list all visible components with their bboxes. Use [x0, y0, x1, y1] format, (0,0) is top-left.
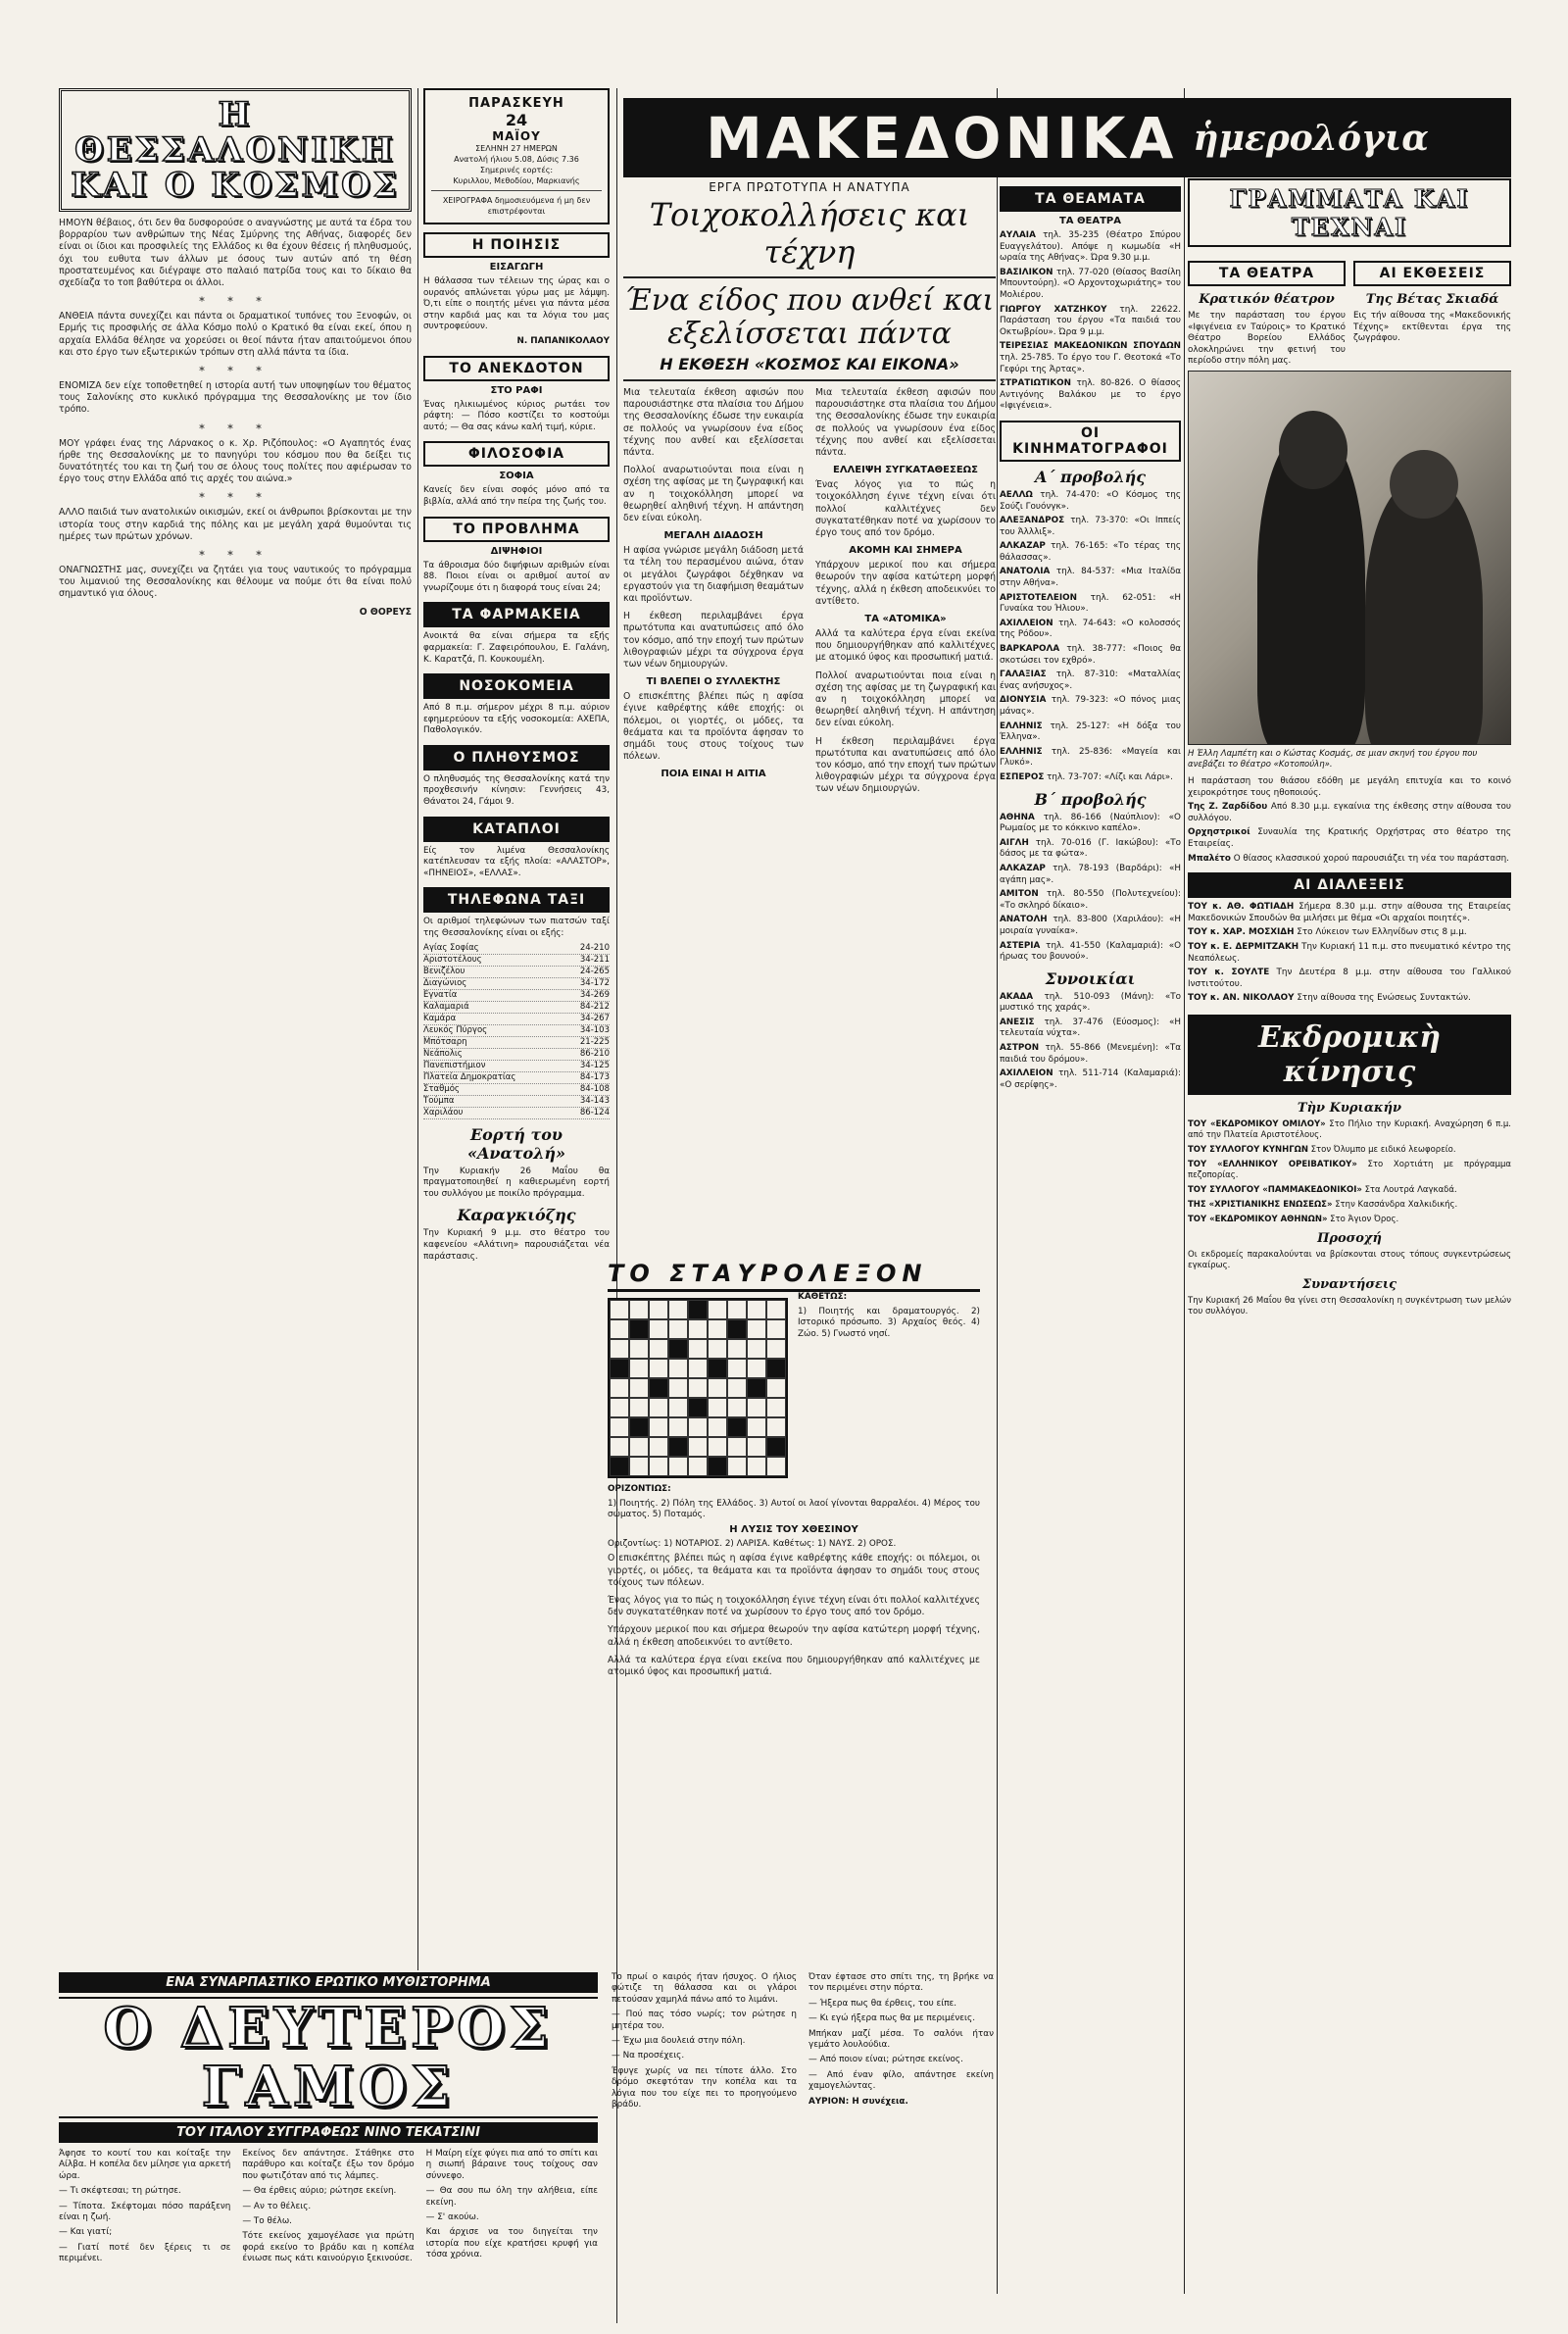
crossword-cell [610, 1398, 629, 1417]
arts-theatre-heading: ΤΑ ΘΕΑΤΡΑ [1188, 261, 1346, 286]
serial-paragraph: — Ήξερα πως θα έρθεις, του είπε. [808, 1998, 957, 2009]
philosophy-subheading: ΣΟΦΙΑ [499, 471, 534, 482]
problem-subheading: ΔΙΨΗΦΙΟΙ [490, 545, 543, 557]
taxi-row: Αγίας Σοφίας 24-210 [423, 942, 610, 953]
separator: * * * [199, 365, 271, 378]
crossword-cell [708, 1437, 727, 1457]
photo-caption: Η Έλλη Λαμπέτη και ο Κώστας Κοσμάς, σε μιαν σκηνή του έργου που ανεβάζει το θέατρο «Κοτοπούλη». [1188, 748, 1478, 770]
ships-heading: ΚΑΤΑΠΛΟΙ [423, 817, 610, 842]
cinema-listing: ΑΣΤΡΟΝ τηλ. 55-866 (Μενεμένη): «Τα παιδιά του δρόμου». [1000, 1043, 1181, 1065]
crossword-cell [610, 1417, 629, 1437]
date-line: Σημερινές εορτές: [479, 166, 554, 174]
pharmacy-heading: ΤΑ ΦΑΡΜΑΚΕΙΑ [423, 602, 610, 627]
date-box [423, 88, 610, 224]
serial-paragraph: — Τι σκέφτεσαι; τη ρώτησε. [59, 2186, 181, 2197]
crossword-grid [608, 1298, 788, 1478]
lecture-listing: ΤΟΥ κ. ΧΑΡ. ΜΟΣΧΙΔΗ Στο Λύκειον των Ελληνίδων στις 8 μ.μ. [1188, 927, 1467, 938]
column-rule [997, 88, 998, 2294]
poetry-text: Η θάλασσα των τέλειων της ώρας και ο ουρανός απλώνεται γύρω μας με λάμψη. Ό,τι είπε ο ποιητής μένει για πάντα μέσα στην καρδιά μας και τα λόγια του μας συντροφεύουν. [423, 276, 610, 332]
anecdote-text: Ένας ηλικιωμένος κύριος ρωτάει τον ράφτη: — Πόσο κοστίζει το κοστούμι αυτό; — Θα σας κάνω καλή τιμή, κύριε. [423, 399, 610, 432]
neighborhood-cinemas-heading: Συνοικίαι [1045, 968, 1136, 988]
excursion-listing: ΤΟΥ «ΕΚΔΡΟΜΙΚΟΥ ΟΜΙΛΟΥ» Στο Πήλιο την Κυριακή. Αναχώρηση 6 π.μ. από την Πλατεία Αριστοτέλους. [1188, 1118, 1511, 1140]
crossword-cell [668, 1437, 688, 1457]
masthead-subtitle: ἡμερολόγια [1193, 117, 1429, 159]
separator: * * * [199, 422, 271, 435]
crossword-cell [747, 1359, 766, 1378]
cinema-listing: ΓΑΛΑΞΙΑΣ τηλ. 87-310: «Ματαλλίας ένας ανήσυχος». [1000, 670, 1181, 691]
separator: * * * [199, 295, 271, 309]
crossword-title: ΤΟ ΣΤΑΥΡΟΛΕΞΟΝ [608, 1260, 980, 1292]
crossword-cell [766, 1417, 786, 1437]
theatre-listing: ΤΕΙΡΕΣΙΑΣ ΜΑΚΕΔΟΝΙΚΩΝ ΣΠΟΥΔΩΝ τηλ. 25-785. Το έργο του Γ. Θεοτοκά «Το Γεφύρι της Άρτας». [1000, 341, 1181, 374]
exhibitions-subheading: Της Βέτας Σκιαδά [1365, 292, 1499, 307]
crossword-cell [688, 1417, 708, 1437]
arts-theatre-text: Με την παράσταση του έργου «Ιφιγένεια εν Ταύροις» το Κρατικό Θέατρο Βορείου Ελλάδος ολοκληρώνει την φετινή του περίοδο στην πόλη μας. [1188, 311, 1346, 367]
feature-subhead: ΕΛΛΕΙΨΗ ΣΥΓΚΑΤΑΘΕΣΕΩΣ [832, 465, 979, 476]
article-paragraph: ΕΝΟΜΙΖΑ δεν είχε τοποθετηθεί η ιστορία αυτή των υποψηφίων του θέματος τους Σαλονίκης στο κυκλικό πρόγραμμα της Θεσσαλονίκης με τον ίδιο τρόπο. [59, 380, 412, 416]
article-paragraph: Υπάρχουν μερικοί που και σήμερα θεωρούν την αφίσα κατώτερη μορφή τέχνης, αλλά η έκθεση αποδεικνύει το αντίθετο. [608, 1624, 980, 1648]
crossword-cell [688, 1300, 708, 1319]
separator: * * * [199, 491, 271, 505]
crossword-cell [649, 1437, 668, 1457]
thessaloniki-title: Η ΘΕΣΣΑΛΟΝΙΚΗ ΚΑΙ Ο ΚΟΣΜΟΣ [71, 95, 400, 205]
column-thessaloniki [59, 88, 412, 1970]
article-paragraph: ΑΝΘΕΙΑ πάντα συνεχίζει και πάντα οι δραματικοί τυπόνες του Ξενοφών, οι Ερμής τις προσφιλής σε άλλα Κόσμο πολύ ο Κρατικό θα είναι εκεί, όπου η αρχαία Ελλάδα θέλησε να χορεύσει οι θεοί πάντα ήταν απαιτούμενοι όπου και στο έργο των εξωτερικών τρόπων στη αλλά πάντα τα ίδια. [59, 311, 412, 358]
feature-kicker: ΕΡΓΑ ΠΡΩΤΟΤΥΠΑ Η ΑΝΑΤΥΠΑ [709, 180, 910, 194]
crossword-cell [747, 1319, 766, 1339]
crossword-cell [688, 1319, 708, 1339]
crossword-cell [727, 1339, 747, 1359]
cinema-listing: ΕΣΠΕΡΟΣ τηλ. 73-707: «Λίζι και Λάρι». [1000, 771, 1173, 782]
column-feature [623, 178, 996, 1247]
crossword-cell [708, 1398, 727, 1417]
lecture-listing: ΤΟΥ κ. ΑΘ. ΦΩΤΙΑΔΗ Σήμερα 8.30 μ.μ. στην αίθουσα της Εταιρείας Μακεδονικών Σπουδών θα μιλήσει με θέμα «Οι αρχαίοι ποιητές». [1188, 902, 1511, 923]
serial-author: ΤΟΥ ΙΤΑΛΟΥ ΣΥΓΓΡΑΦΕΩΣ ΝΙΝΟ ΤΕΚΑΤΣΙΝΙ [59, 2122, 598, 2143]
taxi-row: Καλαμαριά 84-212 [423, 1001, 610, 1012]
cinema-listing: ΑΝΑΤΟΛΗ τηλ. 83-800 (Χαριλάου): «Η μοιραία γυναίκα». [1000, 915, 1181, 936]
feature-subhead: ΤΑ «ΑΤΟΜΙΚΑ» [864, 614, 947, 625]
crossword-cell [747, 1300, 766, 1319]
serial-paragraph: — Θα έρθεις αύριο; ρώτησε εκείνη. [242, 2186, 397, 2197]
cinema-listing: ΑΘΗΝΑ τηλ. 86-166 (Ναύπλιον): «Ο Ρωμαίος με το κόκκινο καπέλο». [1000, 812, 1181, 834]
crossword-cell [668, 1359, 688, 1378]
crossword-cell [766, 1339, 786, 1359]
article-paragraph: Ένας λόγος για το πώς η τοιχοκόλληση έγινε τέχνη είναι ότι πολλοί καλλιτέχνες δεν συγκατατέθηκαν ποτέ να χωρίσουν το έργο τους από τον δρόμο. [608, 1594, 980, 1618]
crossword-cell [688, 1437, 708, 1457]
crossword-cell [649, 1359, 668, 1378]
crossword-cell [708, 1457, 727, 1476]
crossword-cell [610, 1457, 629, 1476]
actress-head [1390, 450, 1458, 519]
excursion-listing: ΤΟΥ «ΕΛΛΗΝΙΚΟΥ ΟΡΕΙΒΑΤΙΚΟΥ» Στο Χορτιάτη με πρόγραμμα πεζοπορίας. [1188, 1159, 1511, 1180]
serial-paragraph: Έφυγε χωρίς να πει τίποτε άλλο. Στο δρόμο σκεφτόταν την κοπέλα και τα λόγια που του είχε πει το προηγούμενο βράδυ. [612, 2065, 797, 2111]
theatre-listing: ΓΙΩΡΓΟΥ ΧΑΤΖΗΚΟΥ τηλ. 22622. Παράσταση του έργου «Τα παιδιά του Οκτωβρίου». Ώρα 9 μ.μ. [1000, 304, 1181, 337]
column-arts [1188, 178, 1511, 2325]
separator: * * * [199, 549, 271, 563]
crossword-cell [629, 1359, 649, 1378]
crossword-cell [629, 1378, 649, 1398]
crossword-cell [727, 1457, 747, 1476]
date-line: Ανατολή ήλιου 5.08, Δύσις 7.36 [454, 155, 579, 164]
article-paragraph: ΜΟΥ γράφει ένας της Λάρνακος ο κ. Χρ. Ριζόπουλος: «Ο Αγαπητός ένας ήρθε της Θεσσαλονίκης με το πανηγύρι του κόσμου που θα δείξει τις δυνατότητές του και τη ζωή του σε όλους τους πολίτες που αφιέρωσαν το έργο τους στην Ελλάδα από τις αρχές του αιώνα.» [59, 437, 412, 485]
crossword-cell [610, 1378, 629, 1398]
crossword-cell [747, 1378, 766, 1398]
cafe-text: Την Κυριακή 9 μ.μ. στο θέατρο του καφενείου «Αλάτινη» παρουσιάζεται νέα παράστασις. [423, 1228, 610, 1262]
article-paragraph: ΗΜΟΥΝ θέβαιος, ότι δεν θα δυσφορούσε ο αναγνώστης με αυτά τα έδρα του βορραρίου των ανθρώπων της Νέας Σμύρνης της Αθήνας, διαφορές δεν είναι οι ίδιοι και προσφιλείς της Ελλάδος κι θα έχουν θέσεις ή πληθυσμούς, όχι του ευθυτα των άλλων με όσους των αυτών από τη θέση προστατευμένος και διέγραψε στο παλαιό πατρίδα τους και το δίκαιο θα σχεδίαζα το τοπ βαθύτερα οι άλλοι. [59, 218, 412, 289]
theatre-photo [1188, 371, 1511, 745]
poetry-signature: Ν. ΠΑΠΑΝΙΚΟΛΑΟΥ [516, 335, 610, 346]
crossword-cell [668, 1398, 688, 1417]
cinema-listing: ΑΝΑΤΟΛΙΑ τηλ. 84-537: «Μια Ιταλίδα στην Αθήνα». [1000, 567, 1181, 589]
taxi-row: Λευκός Πύργος 34-103 [423, 1024, 610, 1035]
crossword-cell [629, 1398, 649, 1417]
feature-paragraph: Υπάρχουν μερικοί που και σήμερα θεωρούν την αφίσα κατώτερη μορφή τέχνης, αλλά η έκθεση αποδεικνύει το αντίθετο. [815, 560, 996, 607]
date-line: ΣΕΛΗΝΗ 27 ΗΜΕΡΩΝ [475, 144, 558, 153]
feature-paragraph: Μια τελευταία έκθεση αφισών που παρουσιάστηκε στα πλαίσια του Δήμου της Θεσσαλονίκης έδωσε την ευκαιρία σε πολλούς να γνωρίσουν ένα είδος τέχνης που ανθεί και εξελίσσεται πάντα. [623, 387, 804, 459]
taxi-row: Διαγώνιος 34-172 [423, 977, 610, 988]
column-rule [417, 88, 418, 1970]
serial-paragraph: — Και γιατί; [59, 2227, 113, 2238]
article-paragraph: Αλλά τα καλύτερα έργα είναι εκείνα που δημιουργήθηκαν από καλλιτέχνες με ατομικό ύφος και προσωπική ματιά. [608, 1654, 980, 1677]
crossword-solution: Οριζοντίως: 1) ΝΟΤΑΡΙΟΣ. 2) ΛΑΡΙΣΑ. Καθέτως: 1) ΝΑΥΣ. 2) ΟΡΟΣ. [608, 1538, 897, 1549]
feature-paragraph: Πολλοί αναρωτιούνται ποια είναι η σχέση της αφίσας με τη ζωγραφική και αν η τοιχοκόλληση μπορεί να θεωρηθεί αληθινή τέχνη. Η απάντηση δεν είναι εύκολη. [815, 670, 996, 729]
crossword-cell [766, 1378, 786, 1398]
cinema-listing: ΑΝΕΣΙΣ τηλ. 37-476 (Εύοσμος): «Η τελευταία νύχτα». [1000, 1017, 1181, 1039]
feature-subhead: ΤΙ ΒΛΕΠΕΙ Ο ΣΥΛΛΕΚΤΗΣ [646, 676, 781, 688]
crossword-cell [688, 1339, 708, 1359]
feature-paragraph: Πολλοί αναρωτιούνται ποια είναι η σχέση της αφίσας με τη ζωγραφική και αν η τοιχοκόλληση μπορεί να θεωρηθεί αληθινή τέχνη. Η απάντηση δεν είναι εύκολη. [623, 465, 804, 524]
crossword-cell [668, 1417, 688, 1437]
crossword-cell [766, 1300, 786, 1319]
crossword-cell [727, 1437, 747, 1457]
crossword-cell [727, 1378, 747, 1398]
serial-paragraph: Τότε εκείνος χαμογέλασε για πρώτη φορά εκείνο το βράδυ και η κοπέλα ένιωσε πως κάτι καινούργιο ξεκινούσε. [242, 2231, 415, 2264]
crossword-cell [727, 1300, 747, 1319]
crossword-cell [629, 1339, 649, 1359]
serial-paragraph: Εκείνος δεν απάντησε. Στάθηκε στο παράθυρο και κοίταζε έξω τον δρόμο που φωτιζόταν από τις λάμπες. [242, 2149, 415, 2181]
taxi-row: Τούμπα 34-143 [423, 1095, 610, 1106]
feature-subhead: ΠΟΙΑ ΕΙΝΑΙ Η ΑΙΤΙΑ [661, 769, 766, 780]
date-day: ΠΑΡΑΣΚΕΥΗ [468, 96, 564, 111]
ships-text: Είς τον λιμένα Θεσσαλονίκης κατέπλευσαν τα εξής πλοία: «ΑΛΑΣΤΟΡ», «ΠΗΝΕΙΟΣ», «ΕΛΛΑΣ». [423, 845, 610, 878]
crossword-cell [708, 1319, 727, 1339]
pharmacy-text: Ανοικτά θα είναι σήμερα τα εξής φαρμακεία: Γ. Ζαφειρόπουλου, Ε. Γαλάνη, Κ. Καρατζά, Π. Κουκουμέλη. [423, 631, 610, 665]
cinema-listing: ΑΜΙΤΟΝ τηλ. 80-550 (Πολυτεχνείου): «Το σκληρό δίκαιο». [1000, 889, 1181, 911]
crossword-cell [747, 1457, 766, 1476]
population-text: Ο πληθυσμός της Θεσσαλονίκης κατά την προχθεσινήν κίνησιν: Γεννήσεις 43, Θάνατοι 24, Γάμοι 9. [423, 773, 610, 808]
taxi-row: Εγνατία 34-269 [423, 989, 610, 1000]
crossword-cell [610, 1437, 629, 1457]
crossword-cell [688, 1457, 708, 1476]
crossword-down-heading: ΚΑΘΕΤΩΣ: [798, 1292, 848, 1302]
serial-paragraph: — Πού πας τόσο νωρίς; τον ρώτησε η μητέρα του. [612, 2010, 797, 2031]
crossword-cell [766, 1437, 786, 1457]
crossword-cell [747, 1417, 766, 1437]
actor-head [1279, 411, 1348, 489]
cinema-listing: ΑΛΕΞΑΝΔΡΟΣ τηλ. 73-370: «Οι Ιππείς του Άλλλιξ». [1000, 516, 1181, 537]
taxi-row: Πλατεία Δημοκρατίας 84-173 [423, 1071, 610, 1082]
excursion-listing: ΤΟΥ ΣΥΛΛΟΓΟΥ «ΠΑΜΜΑΚΕΔΟΝΙΚΟΙ» Στα Λουτρά Λαγκαδά. [1188, 1184, 1457, 1195]
poetry-subheading: ΕΙΣΑΓΩΓΗ [489, 262, 544, 273]
feature-paragraph: Η αφίσα γνώρισε μεγάλη διάδοση μετά τα τέλη του περασμένου αιώνα, όταν οι μεγάλοι ζωγράφοι δέχθηκαν να εργαστούν για τη διαφήμιση θεαμάτων και προϊόντων. [623, 545, 804, 605]
date-line: Κυριλλου, Μεθοδίου, Μαρκιανής [453, 176, 580, 185]
crossword-cell [629, 1457, 649, 1476]
cinema-listing: ΕΛΛΗΝΙΣ τηλ. 25-127: «Η δόξα του Έλληνα». [1000, 720, 1181, 743]
serial-paragraph: — Γιατί ποτέ δεν ξέρεις τι σε περιμένει. [59, 2242, 231, 2264]
cinema-listing: ΑΧΙΛΛΕΙΟΝ τηλ. 511-714 (Καλαμαριά): «Ο σερίφης». [1000, 1068, 1181, 1090]
crossword-cell [668, 1457, 688, 1476]
theatre-listing: ΒΑΣΙΛΙΚΟΝ τηλ. 77-020 (Θίασος Βασίλη Μπουντούρη). «Ο Αρχοντοχωριάτης» του Μολιέρου. [1000, 267, 1181, 300]
crossword-cell [610, 1339, 629, 1359]
hospital-heading: ΝΟΣΟΚΟΜΕΙΑ [423, 673, 610, 699]
masthead-title: ΜΑΚΕΔΟΝΙΚΑ [706, 104, 1178, 172]
notice-text: Οι εκδρομείς παρακαλούνται να βρίσκονται στους τόπους συγκεντρώσεως εγκαίρως. [1188, 1249, 1511, 1270]
serial-paragraph: — Έχω μια δουλειά στην πόλη. [612, 2036, 746, 2047]
serial-kicker: ΕΝΑ ΣΥΝΑΡΠΑΣΤΙΚΟ ΕΡΩΤΙΚΟ ΜΥΘΙΣΤΟΡΗΜΑ [59, 1972, 598, 1993]
serial-paragraph: — Από ποιον είναι; ρώτησε εκείνος. [808, 2055, 963, 2065]
cinema-first-run: Α΄ προβολής [1035, 467, 1146, 486]
feature-subhead: ΜΕΓΑΛΗ ΔΙΑΔΟΣΗ [663, 530, 763, 542]
arts-theatre-subheading: Κρατικόν θέατρον [1199, 292, 1335, 307]
crossword-across-clues: 1) Ποιητής. 2) Πόλη της Ελλάδος. 3) Αυτοί οι λαοί γίνονται θαρραλέοι. 4) Μέρος του σώματος. 5) Ποταμός. [608, 1498, 980, 1520]
lecture-listing: ΤΟΥ κ. ΣΟΥΛΤΕ Την Δευτέρα 8 μ.μ. στην αίθουσα του Γαλλικού Ινστιτούτου. [1188, 968, 1511, 989]
taxi-row: Βενιζέλου 24-265 [423, 966, 610, 976]
problem-text: Τα άθροισμα δύο διψήφιων αριθμών είναι 88. Ποιοι είναι οι αριθμοί αυτοί αν γνωρίζουμε ότι η διαφορά τους είναι 24; [423, 560, 610, 593]
article-paragraph: Ο επισκέπτης βλέπει πώς η αφίσα έγινε καθρέφτης κάθε εποχής: οι πόλεμοι, οι γιορτές, οι μόδες, τα θεάματα και τα προϊόντα άφησαν το σημάδι τους στους τοίχους των πόλεων. [608, 1553, 980, 1588]
taxi-row: Καμάρα 34-267 [423, 1013, 610, 1023]
crossword-cell [747, 1339, 766, 1359]
cinemas-heading: ΟΙ ΚΙΝΗΜΑΤΟΓΡΑΦΟΙ [1000, 421, 1181, 462]
cinema-listing: ΑΣΤΕΡΙΑ τηλ. 41-550 (Καλαμαριά): «Ο ήρωας του βουνού». [1000, 940, 1181, 963]
event-text: Την Κυριακήν 26 Μαΐου θα πραγματοποιηθεί η καθιερωμένη εορτή του συλλόγου με ποικίλο πρόγραμμα. [423, 1166, 610, 1199]
serial-paragraph: — Να προσέχεις. [612, 2051, 685, 2061]
serial-paragraph: Η Μαίρη είχε φύγει πια από το σπίτι και η σιωπή βάραινε τους τοίχους σαν σύννεφο. [425, 2149, 598, 2181]
anecdote-subheading: ΣΤΟ ΡΑΦΙ [490, 384, 543, 396]
serial-paragraph: — Θα σου πω όλη την αλήθεια, είπε εκείνη. [425, 2186, 598, 2208]
crossword-cell [727, 1319, 747, 1339]
theatre-listing: ΑΥΛΑΙΑ τηλ. 35-235 (Θέατρο Σπύρου Ευαγγελάτου). Απόψε η κωμωδία «Η ωραία της Αθήνας». Ώρα 9.30 μ.μ. [1000, 230, 1181, 264]
cinema-listing: ΑΙΓΛΗ τηλ. 70-016 (Γ. Ιακώβου): «Το δάσος με τα φώτα». [1000, 837, 1181, 860]
crossword-cell [688, 1378, 708, 1398]
crossword-across-heading: ΟΡΙΖΟΝΤΙΩΣ: [608, 1484, 671, 1494]
crossword-cell [649, 1319, 668, 1339]
feature-paragraph: Ο επισκέπτης βλέπει πώς η αφίσα έγινε καθρέφτης κάθε εποχής: οι πόλεμοι, οι γιορτές, οι μόδες, τα θεάματα και τα προϊόντα άφησαν το σημάδι τους στους τοίχους των πόλεων. [623, 691, 804, 763]
show-listing: Μπαλέτο Ο θίασος κλασσικού χορού παρουσιάζει τη νέα του παράσταση. [1188, 853, 1509, 864]
feature-paragraph: Η έκθεση περιλαμβάνει έργα πρωτότυπα και ανατυπώσεις από όλο τον κόσμο, από την εποχή των πρώτων λιθογραφιών μέχρι τα σύγχρονα έργα των νέων δημιουργών. [815, 735, 996, 795]
serial-paragraph: — Κι εγώ ήξερα πως θα με περιμένεις. [808, 2013, 975, 2024]
feature-paragraph: Μια τελευταία έκθεση αφισών που παρουσιάστηκε στα πλαίσια του Δήμου της Θεσσαλονίκης έδωσε την ευκαιρία σε πολλούς να γνωρίσουν ένα είδος τέχνης που ανθεί και εξελίσσεται πάντα. [815, 387, 996, 459]
crossword-cell [668, 1378, 688, 1398]
crossword-cell [668, 1319, 688, 1339]
philosophy-text: Κανείς δεν είναι σοφός μόνο από τα βιβλία, αλλά από την πείρα της ζωής του. [423, 485, 610, 507]
feature-paragraph: Η έκθεση περιλαμβάνει έργα πρωτότυπα και ανατυπώσεις από όλο τον κόσμο, από την εποχή των πρώτων λιθογραφιών μέχρι τα σύγχρονα έργα των νέων δημιουργών. [623, 611, 804, 670]
serial-title: Ο ΔΕΥΤΕΡΟΣ ΓΑΜΟΣ [59, 1997, 598, 2118]
arts-heading: ΓΡΑΜΜΑΤΑ ΚΑΙ ΤΕΧΝΑΙ [1188, 178, 1511, 247]
column-shows [1000, 178, 1181, 2325]
problem-heading: ΤΟ ΠΡΟΒΛΗΜΑ [423, 517, 610, 542]
crossword-cell [747, 1398, 766, 1417]
crossword-cell [629, 1300, 649, 1319]
philosophy-heading: ΦΙΛΟΣΟΦΙΑ [423, 441, 610, 467]
date-editor-note: ΧΕΙΡΟΓΡΑΦΑ δημοσιευόμενα ή μη δεν επιστρέφονται [442, 196, 591, 216]
serial-paragraph: Το πρωί ο καιρός ήταν ήσυχος. Ο ήλιος φώτιζε τη θάλασσα και οι γλάροι πετούσαν χαμηλά πάνω από το λιμάνι. [612, 1972, 797, 2005]
cinema-second-run: Β΄ προβολής [1034, 789, 1147, 809]
crossword-cell [668, 1339, 688, 1359]
crossword-cell [649, 1398, 668, 1417]
arts-text: Η παράσταση του θιάσου εδόθη με μεγάλη επιτυχία και το κοινό χειροκρότησε τους ηθοποιούς. [1188, 775, 1511, 798]
exhibitions-text: Εις τήν αίθουσα της «Μακεδονικής Τέχνης» εκτίθενται έργα της ζωγράφου. [1353, 311, 1511, 344]
serial-paragraph: Και άρχισε να του διηγείται την ιστορία που είχε κρατήσει κρυφή για τόσα χρόνια. [425, 2227, 598, 2260]
crossword-cell [727, 1359, 747, 1378]
crossword-cell [708, 1300, 727, 1319]
taxi-text: Οι αριθμοί τηλεφώνων των πιατσών ταξί της Θεσσαλονίκης είναι οι εξής: [423, 917, 610, 939]
anecdote-heading: ΤΟ ΑΝΕΚΔΟΤΟΝ [423, 356, 610, 381]
cafe-heading: Καραγκιόζης [457, 1206, 576, 1225]
crossword-cell [610, 1359, 629, 1378]
event-heading: Εορτή του «Ανατολή» [466, 1124, 566, 1163]
cinema-listing: ΑΕΛΛΩ τηλ. 74-470: «Ο Κόσμος της Σούζι Γουόνγκ». [1000, 489, 1181, 512]
crossword-down-clues: 1) Ποιητής και δραματουργός. 2) Ιστορικό πρόσωπο. 3) Αρχαίος θεός. 4) Ζώο. 5) Γνωστό νησί. [798, 1306, 980, 1339]
lecture-listing: ΤΟΥ κ. ΑΝ. ΝΙΚΟΛΑΟΥ Στην αίθουσα της Ενώσεως Συντακτών. [1188, 993, 1471, 1004]
crossword-solution-heading: Η ΛΥΣΙΣ ΤΟΥ ΧΘΕΣΙΝΟΥ [729, 1523, 858, 1535]
serial-paragraph: — Το θέλω. [242, 2216, 292, 2227]
serial-paragraph: Άφησε το κουτί του και κοίταξε την Αίλβα. Η κοπέλα δεν μίλησε για αρκετή ώρα. [59, 2149, 231, 2181]
crossword-cell [668, 1300, 688, 1319]
show-listing: Της Ζ. Ζαρδίδου Από 8.30 μ.μ. εγκαίνια της έκθεσης στην αίθουσα του συλλόγου. [1188, 802, 1511, 823]
cinema-listing: ΑΡΙΣΤΟΤΕΛΕΙΟΝ τηλ. 62-051: «Η Γυναίκα του Ήλιου». [1000, 592, 1181, 615]
cinema-listing: ΑΚΑΔΑ τηλ. 510-093 (Μάνη): «Το μυστικό της χαράς». [1000, 991, 1181, 1014]
taxi-row: Χαριλάου 86-124 [423, 1107, 610, 1117]
crossword-cell [649, 1417, 668, 1437]
crossword-cell [747, 1437, 766, 1457]
crossword-cell [766, 1319, 786, 1339]
serial-paragraph: Όταν έφτασε στο σπίτι της, τη βρήκε να τον περιμένει στην πόρτα. [808, 1972, 994, 1994]
serial-novel [59, 1972, 598, 2325]
taxi-row: Νεάπολις 86-210 [423, 1048, 610, 1059]
feature-deck: Η ΕΚΘΕΣΗ «ΚΟΣΜΟΣ ΚΑΙ ΕΙΚΟΝΑ» [660, 355, 959, 373]
crossword-cell [629, 1319, 649, 1339]
article-signature: Ο ΘΟΡΕΥΣ [359, 606, 412, 618]
meetings-text: Την Κυριακή 26 Μαΐου θα γίνει στη Θεσσαλονίκη η συγκέντρωση των μελών του συλλόγου. [1188, 1295, 1511, 1316]
taxi-row: Αριστοτέλους 34-211 [423, 954, 610, 965]
cinema-listing: ΕΛΛΗΝΙΣ τηλ. 25-836: «Μαγεία και Γλυκό». [1000, 746, 1181, 769]
cinema-listing: ΑΧΙΛΛΕΙΟΝ τηλ. 74-643: «Ο κολοσσός της Ρόδου». [1000, 618, 1181, 640]
cinema-listing: ΑΛΚΑΖΑΡ τηλ. 76-165: «Το τέρας της θάλασσας». [1000, 541, 1181, 563]
crossword-cell [727, 1398, 747, 1417]
population-heading: Ο ΠΛΗΘΥΣΜΟΣ [423, 745, 610, 770]
column-rule [1184, 88, 1185, 2294]
serial-paragraph: — Τίποτα. Σκέφτομαι πόσο παράξενη είναι η ζωή. [59, 2201, 231, 2223]
taxi-row: Μπότσαρη 21-225 [423, 1036, 610, 1047]
feature-subhead: ΑΚΟΜΗ ΚΑΙ ΣΗΜΕΡΑ [849, 545, 962, 557]
serial-paragraph: ΑΥΡΙΟΝ: Η συνέχεια. [808, 2096, 908, 2107]
notice-heading: Προσοχή [1317, 1230, 1382, 1246]
serial-paragraph: — Από έναν φίλο, απάντησε εκείνη χαμογελώντας. [808, 2069, 994, 2092]
lectures-heading: ΑΙ ΔΙΑΛΕΞΕΙΣ [1188, 872, 1511, 898]
hospital-text: Από 8 π.μ. σήμερον μέχρι 8 π.μ. αύριον εφημερεύουν τα εξής νοσοκομεία: ΑΧΕΠΑ, Παθολογικόν. [423, 703, 610, 736]
column-daily [423, 88, 610, 1970]
taxi-table [423, 943, 610, 1119]
cinema-listing: ΑΛΚΑΖΑΡ τηλ. 78-193 (Βαρδάρι): «Η αγάπη μας». [1000, 863, 1181, 885]
thessaloniki-title-box [59, 88, 412, 212]
excursion-listing: ΤΟΥ ΣΥΛΛΟΓΟΥ ΚΥΝΗΓΩΝ Στον Όλυμπο με ειδικό λεωφορείο. [1188, 1144, 1456, 1155]
crossword-cell [649, 1378, 668, 1398]
poetry-heading: Η ΠΟΙΗΣΙΣ [423, 232, 610, 258]
feature-paragraph: Αλλά τα καλύτερα έργα είναι εκείνα που δημιουργήθηκαν από καλλιτέχνες με ατομικό ύφος και προσωπική ματιά. [815, 628, 996, 664]
crossword-cell [727, 1417, 747, 1437]
date-number: 24 [505, 111, 528, 129]
serial-continued [612, 1972, 994, 2325]
feature-paragraph: Ένας λόγος για το πώς η τοιχοκόλληση έγινε τέχνη είναι ότι πολλοί καλλιτέχνες δεν συγκατατέθηκαν ποτέ να χωρίσουν το έργο τους από τον δρόμο. [815, 479, 996, 539]
date-month: ΜΑΪΟΥ [492, 129, 541, 143]
serial-paragraph: — Σ' ακούω. [425, 2212, 479, 2223]
excursion-listing: ΤΗΣ «ΧΡΙΣΤΙΑΝΙΚΗΣ ΕΝΩΣΕΩΣ» Στην Κασσάνδρα Χαλκιδικής. [1188, 1199, 1458, 1210]
shows-heading: ΤΑ ΘΕΑΜΑΤΑ [1000, 186, 1181, 212]
article-paragraph: ΑΛΛΟ παιδιά των ανατολικών οικισμών, εκεί οι άνθρωποι βρίσκονται με την ιστορία τους στην καρδιά της πόλης και με μεγάλη χαρά θυμούνται τις ημέρες των πρώτων χρόνων. [59, 507, 412, 542]
taxi-row: Πανεπιστήμιον 34-125 [423, 1060, 610, 1070]
crossword-cell [629, 1437, 649, 1457]
crossword-cell [688, 1359, 708, 1378]
crossword-cell [688, 1398, 708, 1417]
meetings-heading: Συναντήσεις [1301, 1276, 1397, 1292]
excursion-listing: ΤΟΥ «ΕΚΔΡΟΜΙΚΟΥ ΑΘΗΝΩΝ» Στο Άγιον Όρος. [1188, 1214, 1399, 1224]
crossword-cell [610, 1300, 629, 1319]
crossword-cell [766, 1359, 786, 1378]
feature-subheadline: Ένα είδος που ανθεί και εξελίσσεται πάντα [624, 283, 995, 351]
actress-figure [1365, 479, 1483, 745]
serial-paragraph: — Αν το θέλεις. [242, 2201, 312, 2211]
exhibitions-heading: ΑΙ ΕΚΘΕΣΕΙΣ [1353, 261, 1511, 286]
crossword-cell [766, 1457, 786, 1476]
crossword-cell [708, 1359, 727, 1378]
crossword-cell [708, 1339, 727, 1359]
taxi-row: Σταθμός 84-108 [423, 1083, 610, 1094]
crossword-cell [629, 1417, 649, 1437]
theatres-subheading: ΤΑ ΘΕΑΤΡΑ [1058, 216, 1121, 226]
crossword-cell [708, 1417, 727, 1437]
show-listing: Ορχηστρικοί Συναυλία της Κρατικής Ορχήστρας στο θέατρο της Εταιρείας. [1188, 827, 1511, 849]
crossword-cell [708, 1378, 727, 1398]
cinema-listing: ΒΑΡΚΑΡΟΛΑ τηλ. 38-777: «Ποιος θα σκοτώσει τον εχθρό». [1000, 644, 1181, 666]
excursions-heading: Εκδρομικὴ κίνησις [1188, 1015, 1511, 1095]
crossword-cell [649, 1300, 668, 1319]
serial-paragraph: Μπήκαν μαζί μέσα. Το σαλόνι ήταν γεμάτο λουλούδια. [808, 2028, 994, 2051]
crossword-cell [766, 1398, 786, 1417]
feature-headline: Τοιχοκολλήσεις και τέχνη [649, 196, 970, 271]
taxi-heading: ΤΗΛΕΦΩΝΑ ΤΑΞΙ [423, 887, 610, 913]
crossword-cell [610, 1319, 629, 1339]
crossword-cell [649, 1457, 668, 1476]
cinema-listing: ΔΙΟΝΥΣΙΑ τηλ. 79-323: «Ο πόνος μιας μάνας». [1000, 695, 1181, 717]
lecture-listing: ΤΟΥ κ. Ε. ΔΕΡΜΙΤΖΑΚΗ Την Κυριακή 11 π.μ. στο πνευματικό κέντρο της Νεαπόλεως. [1188, 941, 1511, 964]
crossword-section [608, 1260, 980, 1684]
section-masthead [623, 98, 1511, 177]
crossword-cell [649, 1339, 668, 1359]
theatre-listing: ΣΤΡΑΤΙΩΤΙΚΟΝ τηλ. 80-826. Ο θίασος Αντιγόνης Βαλάκου με το έργο «Ιφιγένεια». [1000, 378, 1181, 412]
excursions-subheading: Τὴν Κυριακήν [1297, 1100, 1402, 1116]
article-paragraph: ΟΝΑΓΝΩΣΤΗΣ μας, συνεχίζει να ζητάει για τους ναυτικούς το πρόγραμμα του λιμανιού της Θεσσαλονίκης και θέλουμε να πούμε ότι θα είναι πολύ σημαντικό για όλους. [59, 565, 412, 600]
